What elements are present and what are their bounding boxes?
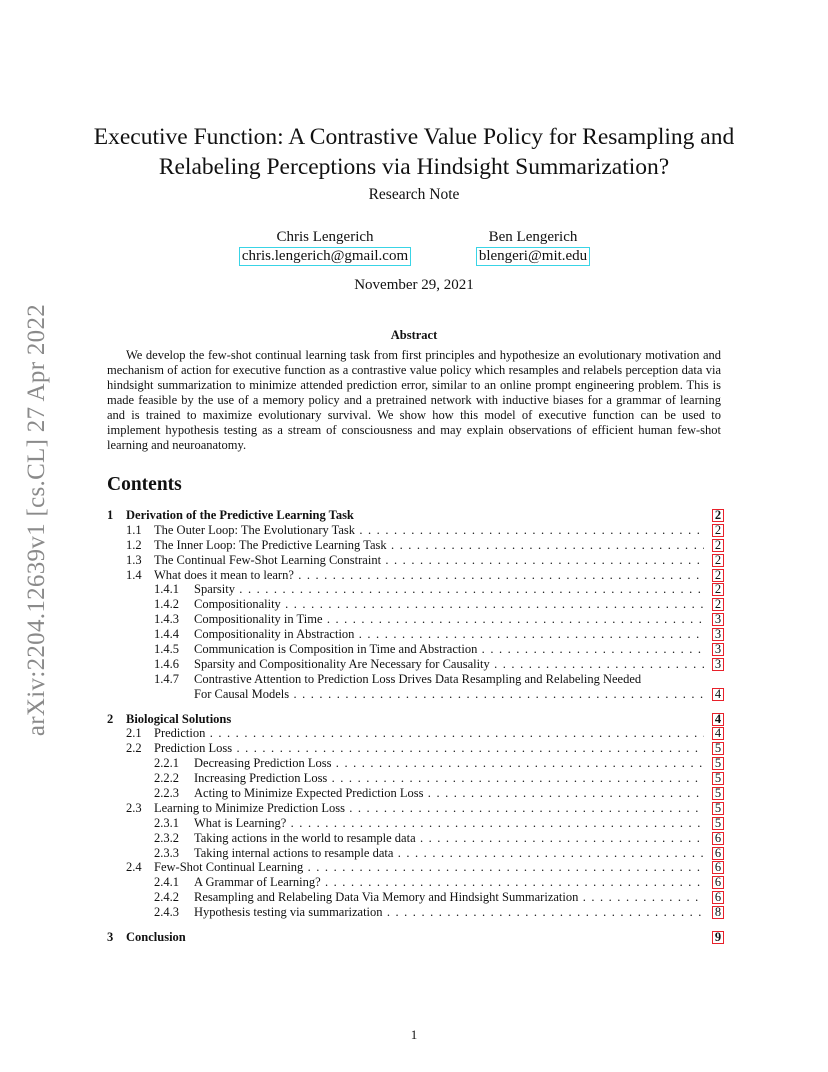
- toc-entry[interactable]: [107, 905, 724, 920]
- toc-entry[interactable]: [107, 741, 724, 756]
- toc-entry[interactable]: [107, 756, 724, 771]
- toc-page-link[interactable]: 3: [712, 643, 724, 656]
- toc-page-link[interactable]: 3: [712, 613, 724, 626]
- toc-entry[interactable]: [107, 597, 724, 612]
- toc-entry-number: 1.4.6: [154, 656, 179, 671]
- author-name: Chris Lengerich: [276, 229, 374, 245]
- toc-page-link[interactable]: 5: [712, 757, 724, 770]
- toc-entry-number: 1.4.4: [154, 627, 179, 642]
- toc-entry-number: 1.4.7: [154, 671, 179, 686]
- toc-entry-number: 2.2: [126, 741, 142, 756]
- author-2: [470, 228, 596, 266]
- author-email-link[interactable]: blengeri@mit.edu: [476, 247, 590, 266]
- toc-entry-number: 2.1: [126, 726, 142, 741]
- toc-entry-title[interactable]: Sparsity . . .: [194, 582, 704, 597]
- author-email-link[interactable]: chris.lengerich@gmail.com: [239, 247, 411, 266]
- toc-page-link[interactable]: 4: [712, 727, 724, 740]
- toc-entry[interactable]: [107, 831, 724, 846]
- arxiv-id: arXiv:2204.12639v1 [cs.CL] 27 Apr 2022: [23, 303, 50, 737]
- toc-entry-number: 2.4.1: [154, 875, 179, 890]
- toc-page-link[interactable]: 2: [712, 524, 724, 537]
- toc-page-link[interactable]: 2: [712, 509, 724, 522]
- toc-entry-title[interactable]: Communication is Composition in Time and Abstraction . . .: [194, 642, 704, 657]
- toc-entry[interactable]: [107, 786, 724, 801]
- toc-entry-number: 2.4: [126, 860, 142, 875]
- toc-entry-number: 1.4: [126, 567, 142, 582]
- toc-entry-title[interactable]: The Inner Loop: The Predictive Learning Task . . .: [154, 538, 704, 553]
- toc-page-link[interactable]: 5: [712, 802, 724, 815]
- toc-entry-title[interactable]: Resampling and Relabeling Data Via Memory and Hindsight Summarization . . .: [194, 890, 704, 905]
- toc-entry[interactable]: [107, 538, 724, 553]
- toc-entry[interactable]: [107, 523, 724, 538]
- toc-entry-title[interactable]: Compositionality in Time . . .: [194, 612, 704, 627]
- toc-page-link[interactable]: 3: [712, 658, 724, 671]
- toc-page-link[interactable]: 4: [712, 713, 724, 726]
- toc-page-link[interactable]: 5: [712, 817, 724, 830]
- author-name: Ben Lengerich: [488, 229, 578, 245]
- toc-entry-number: 3: [107, 930, 114, 945]
- toc-entry-title[interactable]: The Continual Few-Shot Learning Constraint . . .: [154, 553, 704, 568]
- toc-entry[interactable]: [107, 712, 724, 727]
- toc-entry-title[interactable]: Increasing Prediction Loss . . .: [194, 771, 704, 786]
- toc-entry-title[interactable]: Contrastive Attention to Prediction Loss Drives Data Resampling and Relabeling Needed: [194, 671, 642, 686]
- toc-entry-number: 2.3.3: [154, 845, 179, 860]
- contents-heading: Contents: [107, 474, 182, 495]
- toc-entry-title[interactable]: Acting to Minimize Expected Prediction Loss . . .: [194, 786, 704, 801]
- toc-entry-number: 1.4.5: [154, 642, 179, 657]
- toc-page-link[interactable]: 6: [712, 891, 724, 904]
- toc-entry[interactable]: [107, 771, 724, 786]
- toc-entry[interactable]: [107, 890, 724, 905]
- toc-entry-title[interactable]: The Outer Loop: The Evolutionary Task . . .: [154, 523, 704, 538]
- toc-entry-title[interactable]: Conclusion: [126, 930, 186, 945]
- toc-entry[interactable]: [107, 672, 724, 687]
- toc-entry-title[interactable]: What does it mean to learn? . . .: [154, 568, 704, 583]
- toc-entry-number: 1.4.3: [154, 612, 179, 627]
- title-line-2: Relabeling Perceptions via Hindsight Summarization?: [158, 154, 670, 180]
- toc-page-link[interactable]: 2: [712, 554, 724, 567]
- toc-page-link[interactable]: 4: [712, 688, 724, 701]
- toc-page-link[interactable]: 5: [712, 772, 724, 785]
- toc-entry-title[interactable]: Learning to Minimize Prediction Loss . . .: [154, 801, 704, 816]
- toc-entry[interactable]: [107, 846, 724, 861]
- toc-entry[interactable]: [107, 657, 724, 672]
- toc-entry[interactable]: [107, 816, 724, 831]
- toc-page-link[interactable]: 6: [712, 876, 724, 889]
- toc-entry-number: 2.2.1: [154, 756, 179, 771]
- toc-entry-title[interactable]: Sparsity and Compositionality Are Necessary for Causality . . .: [194, 657, 704, 672]
- toc-entry-title[interactable]: Derivation of the Predictive Learning Task: [126, 508, 354, 522]
- toc-page-link[interactable]: 3: [712, 628, 724, 641]
- toc-entry-title[interactable]: Prediction . . .: [154, 726, 704, 741]
- toc-entry-number: 2.4.3: [154, 905, 179, 920]
- toc-entry[interactable]: [107, 930, 724, 945]
- toc-entry-title[interactable]: Decreasing Prediction Loss . . .: [194, 756, 704, 771]
- toc-page-link[interactable]: 2: [712, 583, 724, 596]
- toc-entry-title[interactable]: Prediction Loss . . .: [154, 741, 704, 756]
- toc-entry-title[interactable]: A Grammar of Learning? . . .: [194, 875, 704, 890]
- toc-entry[interactable]: [107, 553, 724, 568]
- toc-page-link[interactable]: 5: [712, 787, 724, 800]
- toc-entry-title[interactable]: Compositionality . . .: [194, 597, 704, 612]
- toc-page-link[interactable]: 6: [712, 861, 724, 874]
- toc-page-link[interactable]: 9: [712, 931, 724, 944]
- toc-entry[interactable]: [107, 568, 724, 583]
- toc-entry-number: 1.4.2: [154, 597, 179, 612]
- toc-entry-title[interactable]: Taking actions in the world to resample data . . .: [194, 831, 704, 846]
- toc-entry-number: 1.2: [126, 537, 142, 552]
- toc-page-link[interactable]: 2: [712, 539, 724, 552]
- paper-title: [60, 122, 768, 182]
- page-number: 1: [410, 1027, 418, 1042]
- toc-entry-title[interactable]: Biological Solutions: [126, 711, 232, 726]
- toc-entry-title[interactable]: Taking internal actions to resample data . . .: [194, 846, 704, 861]
- toc-entry-number: 2.2.2: [154, 771, 179, 786]
- toc-entry-number: 2.4.2: [154, 890, 179, 905]
- toc-entry-number: 1.3: [126, 552, 142, 567]
- toc-entry-title[interactable]: For Causal Models . . .: [194, 687, 704, 702]
- toc-entry[interactable]: [107, 801, 724, 816]
- toc-entry[interactable]: [107, 508, 724, 523]
- toc-entry-title[interactable]: What is Learning? . . .: [194, 816, 704, 831]
- toc-entry-number: 2.2.3: [154, 786, 179, 801]
- abstract-text: We develop the few-shot continual learning task from first principles and hypothesize an evolutionary motivation and mechanism of action for executive function as a contrastive value policy which resamples and relabels perception data via hindsight summarization to minimize attended prediction error, similar to an online prompt engineering problem. This is made feasible by the use of a memory policy and a pretrained network with inductive biases for a grammar of learning and is trained to maximize evolutionary survival. We show how this model of executive function can be used to implement hypothesis testing as a stream of consciousness and may explain observations of efficient human few-shot learning and neuroanatomy.: [107, 348, 721, 452]
- toc-page-link[interactable]: 6: [712, 832, 724, 845]
- toc-entry[interactable]: [107, 642, 724, 657]
- toc-entry[interactable]: [107, 860, 724, 875]
- toc-entry[interactable]: [107, 582, 724, 597]
- paper-date: November 29, 2021: [354, 277, 474, 293]
- toc-entry-number: 1.1: [126, 522, 142, 537]
- toc-entry-number: 2.3.1: [154, 815, 179, 830]
- toc-entry[interactable]: [107, 687, 724, 702]
- toc-page-link[interactable]: 5: [712, 742, 724, 755]
- toc-entry-number: 2.3: [126, 800, 142, 815]
- toc-entry[interactable]: [107, 612, 724, 627]
- toc-entry-title[interactable]: Hypothesis testing via summarization . . .: [194, 905, 704, 920]
- toc-entry[interactable]: [107, 726, 724, 741]
- abstract-heading: Abstract: [390, 328, 438, 342]
- title-line-1: Executive Function: A Contrastive Value Policy for Resampling and: [93, 124, 735, 150]
- toc-entry-number: 2: [107, 711, 114, 726]
- toc-entry-title[interactable]: Few-Shot Continual Learning . . .: [154, 860, 704, 875]
- toc-page-link[interactable]: 2: [712, 569, 724, 582]
- toc-entry[interactable]: [107, 875, 724, 890]
- toc-entry-number: 1.4.1: [154, 582, 179, 597]
- toc-entry-title[interactable]: Compositionality in Abstraction . . .: [194, 627, 704, 642]
- author-1: [233, 228, 417, 266]
- toc-page-link[interactable]: 8: [712, 906, 724, 919]
- toc-page-link[interactable]: 2: [712, 598, 724, 611]
- toc-entry-number: 1: [107, 508, 114, 522]
- toc-entry[interactable]: [107, 627, 724, 642]
- toc-entry-number: 2.3.2: [154, 830, 179, 845]
- toc-page-link[interactable]: 6: [712, 847, 724, 860]
- table-of-contents: [107, 508, 724, 945]
- research-note-label: Research Note: [368, 186, 460, 203]
